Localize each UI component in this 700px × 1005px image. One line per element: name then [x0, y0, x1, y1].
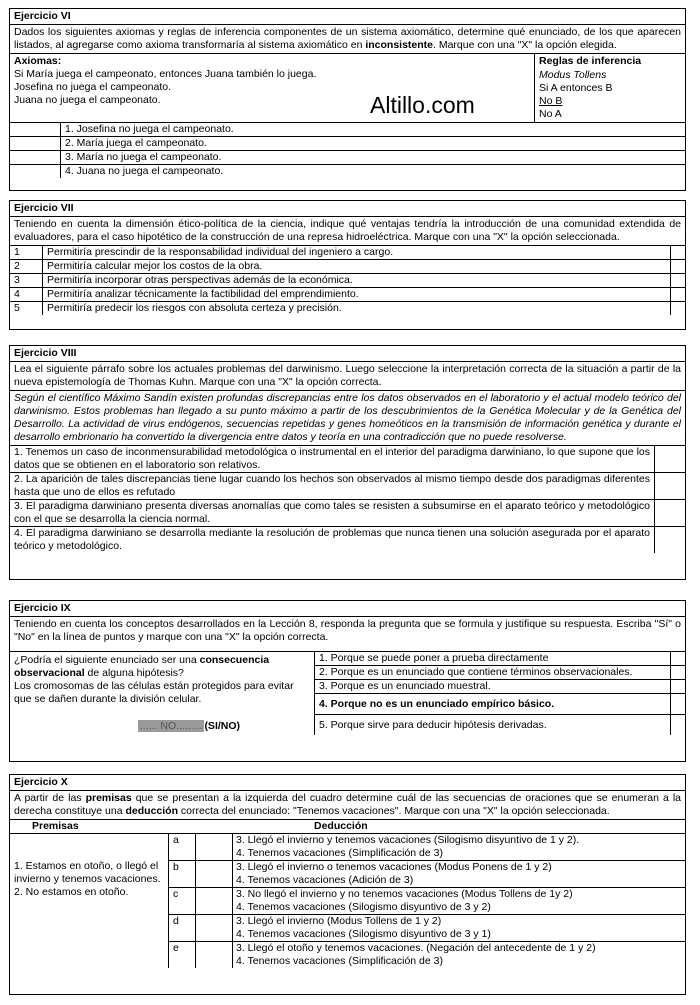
option-row[interactable]: d 3. Llegó el invierno (Modus Tollens de 1 y 2) 4. Tenemos vacaciones (Silogismo disyuntivo de 3 y 1) [169, 914, 685, 941]
option-row[interactable]: 4. Juana no juega el campeonato. [10, 164, 685, 178]
mark-cell[interactable] [670, 652, 685, 665]
option-row[interactable]: 1 Permitiría prescindir de la responsabilidad individual del ingeniero a cargo. [10, 245, 685, 259]
ejercicio-x-table [10, 833, 685, 968]
option-row[interactable]: 3. El paradigma darwiniano presenta diversas anomalías que como tales se resisten a subsumirse en el aparato teórico y metodológico con el que se desarrolla la ciencia normal. [10, 499, 685, 526]
ejercicio-viii-title: Ejercicio VIII [10, 346, 685, 362]
ejercicio-vii [9, 200, 686, 330]
option-row[interactable]: 3. María no juega el campeonato. [10, 150, 685, 164]
question-cell: ¿Podría el siguiente enunciado ser una consecuencia observacional de alguna hipótesis? Los cromosomas de las células están protegidos para evitar que se dañen durante la división celular. ...... NO......... (SI/NO) [10, 652, 314, 735]
axiomas: Axiomas: Si María juega el campeonato, entonces Juana también lo juega. Josefina no juega el campeonato. Juana no juega el campeonato. [10, 54, 534, 122]
option-row[interactable]: 5 Permitiría predecir los riesgos con absoluta certeza y precisión. [10, 301, 685, 315]
option-row[interactable]: 3. Porque es un enunciado muestral. [315, 679, 685, 693]
mark-cell[interactable] [670, 680, 685, 693]
ejercicio-vi-title: Ejercicio VI [10, 9, 685, 25]
option-row[interactable]: e 3. Llegó el otoño y tenemos vacaciones. (Negación del antecedente de 1 y 2) 4. Tenemos vacaciones (Simplificación de 3) [169, 941, 685, 968]
ejercicio-x-options [168, 834, 685, 968]
ejercicio-ix-table [10, 651, 685, 735]
option-row[interactable]: 5. Porque sirve para deducir hipótesis derivadas. [315, 714, 685, 735]
mark-cell[interactable] [670, 246, 685, 259]
mark-cell[interactable] [196, 888, 233, 914]
answer-fill[interactable]: ...... NO......... [140, 720, 203, 732]
ejercicio-vi [9, 8, 686, 191]
ejercicio-x-intro: A partir de las premisas que se presentan a la izquierda del cuadro determine cuál de las secuencias de oraciones que se enumeran a la derecha constituye una deducción correcta del enunciado: "Tenemos vacaciones". Marque con una "X" la opción seleccionada. [14, 792, 681, 817]
answer-line[interactable]: ...... NO......... (SI/NO) [140, 720, 241, 732]
ejercicio-ix-options [314, 652, 685, 735]
axioma-3: Juana no juega el campeonato. [14, 94, 161, 106]
ejercicio-viii-intro: Lea el siguiente párrafo sobre los actuales problemas del darwinismo. Luego seleccione la interpretación correcta de la situación a partir de la nueva epistemología de Thomas Kuhn. Marque con una "X" la opción correcta. [14, 363, 681, 388]
mark-cell[interactable] [654, 473, 685, 499]
ejercicio-x-title: Ejercicio X [10, 775, 685, 791]
mark-cell[interactable] [670, 694, 685, 714]
mark-cell[interactable] [196, 861, 233, 887]
altillo-logo: Altillo.com [370, 92, 475, 118]
ejercicio-ix [9, 600, 686, 762]
axioma-1: Si María juega el campeonato, entonces Juana también lo juega. [14, 68, 317, 80]
option-row[interactable]: 4 Permitiría analizar técnicamente la factibilidad del emprendimiento. [10, 287, 685, 301]
mark-cell[interactable] [654, 446, 685, 472]
mark-cell[interactable] [196, 915, 233, 941]
option-row[interactable]: b 3. Llegó el invierno o tenemos vacaciones (Modus Ponens de 1 y 2) 4. Tenemos vacaciones (Adición de 3) [169, 860, 685, 887]
ejercicio-vi-intro: Dados los siguientes axiomas y reglas de inferencia componentes de un sistema axiomático, determine qué enunciado, de los que aparecen listados, al agregarse como axioma transformaría al sistema axiomático en inconsistente. Marque con una "X" la opción elegida. [14, 26, 681, 51]
option-row[interactable]: 3 Permitiría incorporar otras perspectivas además de la económica. [10, 273, 685, 287]
axiomas-reglas [10, 53, 685, 122]
mark-cell[interactable] [670, 288, 685, 301]
mark-cell[interactable] [654, 500, 685, 526]
mark-cell[interactable] [670, 302, 685, 315]
mark-cell[interactable] [670, 260, 685, 273]
ejercicio-x [9, 774, 686, 995]
ejercicio-ix-title: Ejercicio IX [10, 601, 685, 617]
option-row[interactable]: 2 Permitiría calcular mejor los costos de la obra. [10, 259, 685, 273]
ejercicio-vii-intro: Teniendo en cuenta la dimensión ético-política de la ciencia, indique qué ventajas tendría la introducción de una comunidad extendida de evaluadores, para el caso hipotético de la construcción de una represa hidroeléctrica. Marque con una "X" la opción seleccionada. [14, 218, 681, 243]
option-row[interactable]: 4. El paradigma darwiniano se desarrolla mediante la resolución de problemas que nunca tienen una solución asegurada por el aparato teórico y metodológico. [10, 526, 685, 553]
ejercicio-ix-intro: Teniendo en cuenta los conceptos desarrollados en la Lección 8, responda la pregunta que se formula y justifique su respuesta. Escriba "Sí" o "No" en la línea de puntos y marque con una "X" la opción correcta. [14, 618, 681, 643]
mark-cell[interactable] [670, 274, 685, 287]
mark-cell[interactable] [654, 527, 685, 553]
mark-cell[interactable] [670, 666, 685, 679]
option-row[interactable]: 1. Porque se puede poner a prueba directamente [315, 652, 685, 665]
reglas-inferencia: Reglas de inferencia Modus Tollens Si A entonces B No B No A [534, 54, 685, 122]
option-row[interactable]: 1. Josefina no juega el campeonato. [10, 122, 685, 136]
option-row[interactable]: c 3. No llegó el invierno y no tenemos vacaciones (Modus Tollens de 1y 2) 4. Tenemos vacaciones (Silogismo disyuntivo de 3 y 2) [169, 887, 685, 914]
ejercicio-viii-quote: Según el científico Máximo Sandín existen profundas discrepancias entre los datos observados en el laboratorio y el actual modelo teórico del darwinismo. Estos problemas han llegado a su punto máximo a partir de los descubrimientos de la Genética Molecular y de la Genética del Desarrollo. La actividad de virus endógenos, secuencias repetidas y genes homeóticos en la transmisión de información genética y durante el desarrollo embrionario ha convertido la divergencia entre datos y teoría en una contradicción que no puede resolverse. [10, 390, 685, 445]
ejercicio-viii [9, 345, 686, 580]
option-row[interactable]: a 3. Llegó el invierno y tenemos vacaciones (Silogismo disyuntivo de 1 y 2). 4. Tenemos vacaciones (Simplificación de 3) [169, 834, 685, 860]
axioma-2: Josefina no juega el campeonato. [14, 81, 172, 93]
option-row[interactable]: 2. Porque es un enunciado que contiene términos observacionales. [315, 665, 685, 679]
option-row[interactable]: 2. La aparición de tales discrepancias tiene lugar cuando los hechos son observados al mismo tiempo desde dos paradigmas diferentes hasta que uno de ellos es refutado [10, 472, 685, 499]
mark-cell[interactable] [196, 834, 233, 860]
mark-cell[interactable] [196, 942, 233, 968]
mark-cell[interactable] [670, 715, 685, 735]
option-row[interactable]: 4. Porque no es un enunciado empírico básico. [315, 693, 685, 714]
ejercicio-vii-title: Ejercicio VII [10, 201, 685, 217]
option-row[interactable]: 1. Tenemos un caso de inconmensurabilidad metodológica o instrumental en el interior del paradigma darwiniano, lo que supone que los datos que se obtienen en el laboratorio son relativos. [10, 445, 685, 472]
ejercicio-vi-options [10, 122, 685, 178]
premisas-cell: 1. Estamos en otoño, o llegó el invierno y tenemos vacaciones. 2. No estamos en otoño. [14, 860, 161, 898]
ejercicio-x-header: Premisas Deducción [10, 819, 685, 833]
option-row[interactable]: 2. María juega el campeonato. [10, 136, 685, 150]
